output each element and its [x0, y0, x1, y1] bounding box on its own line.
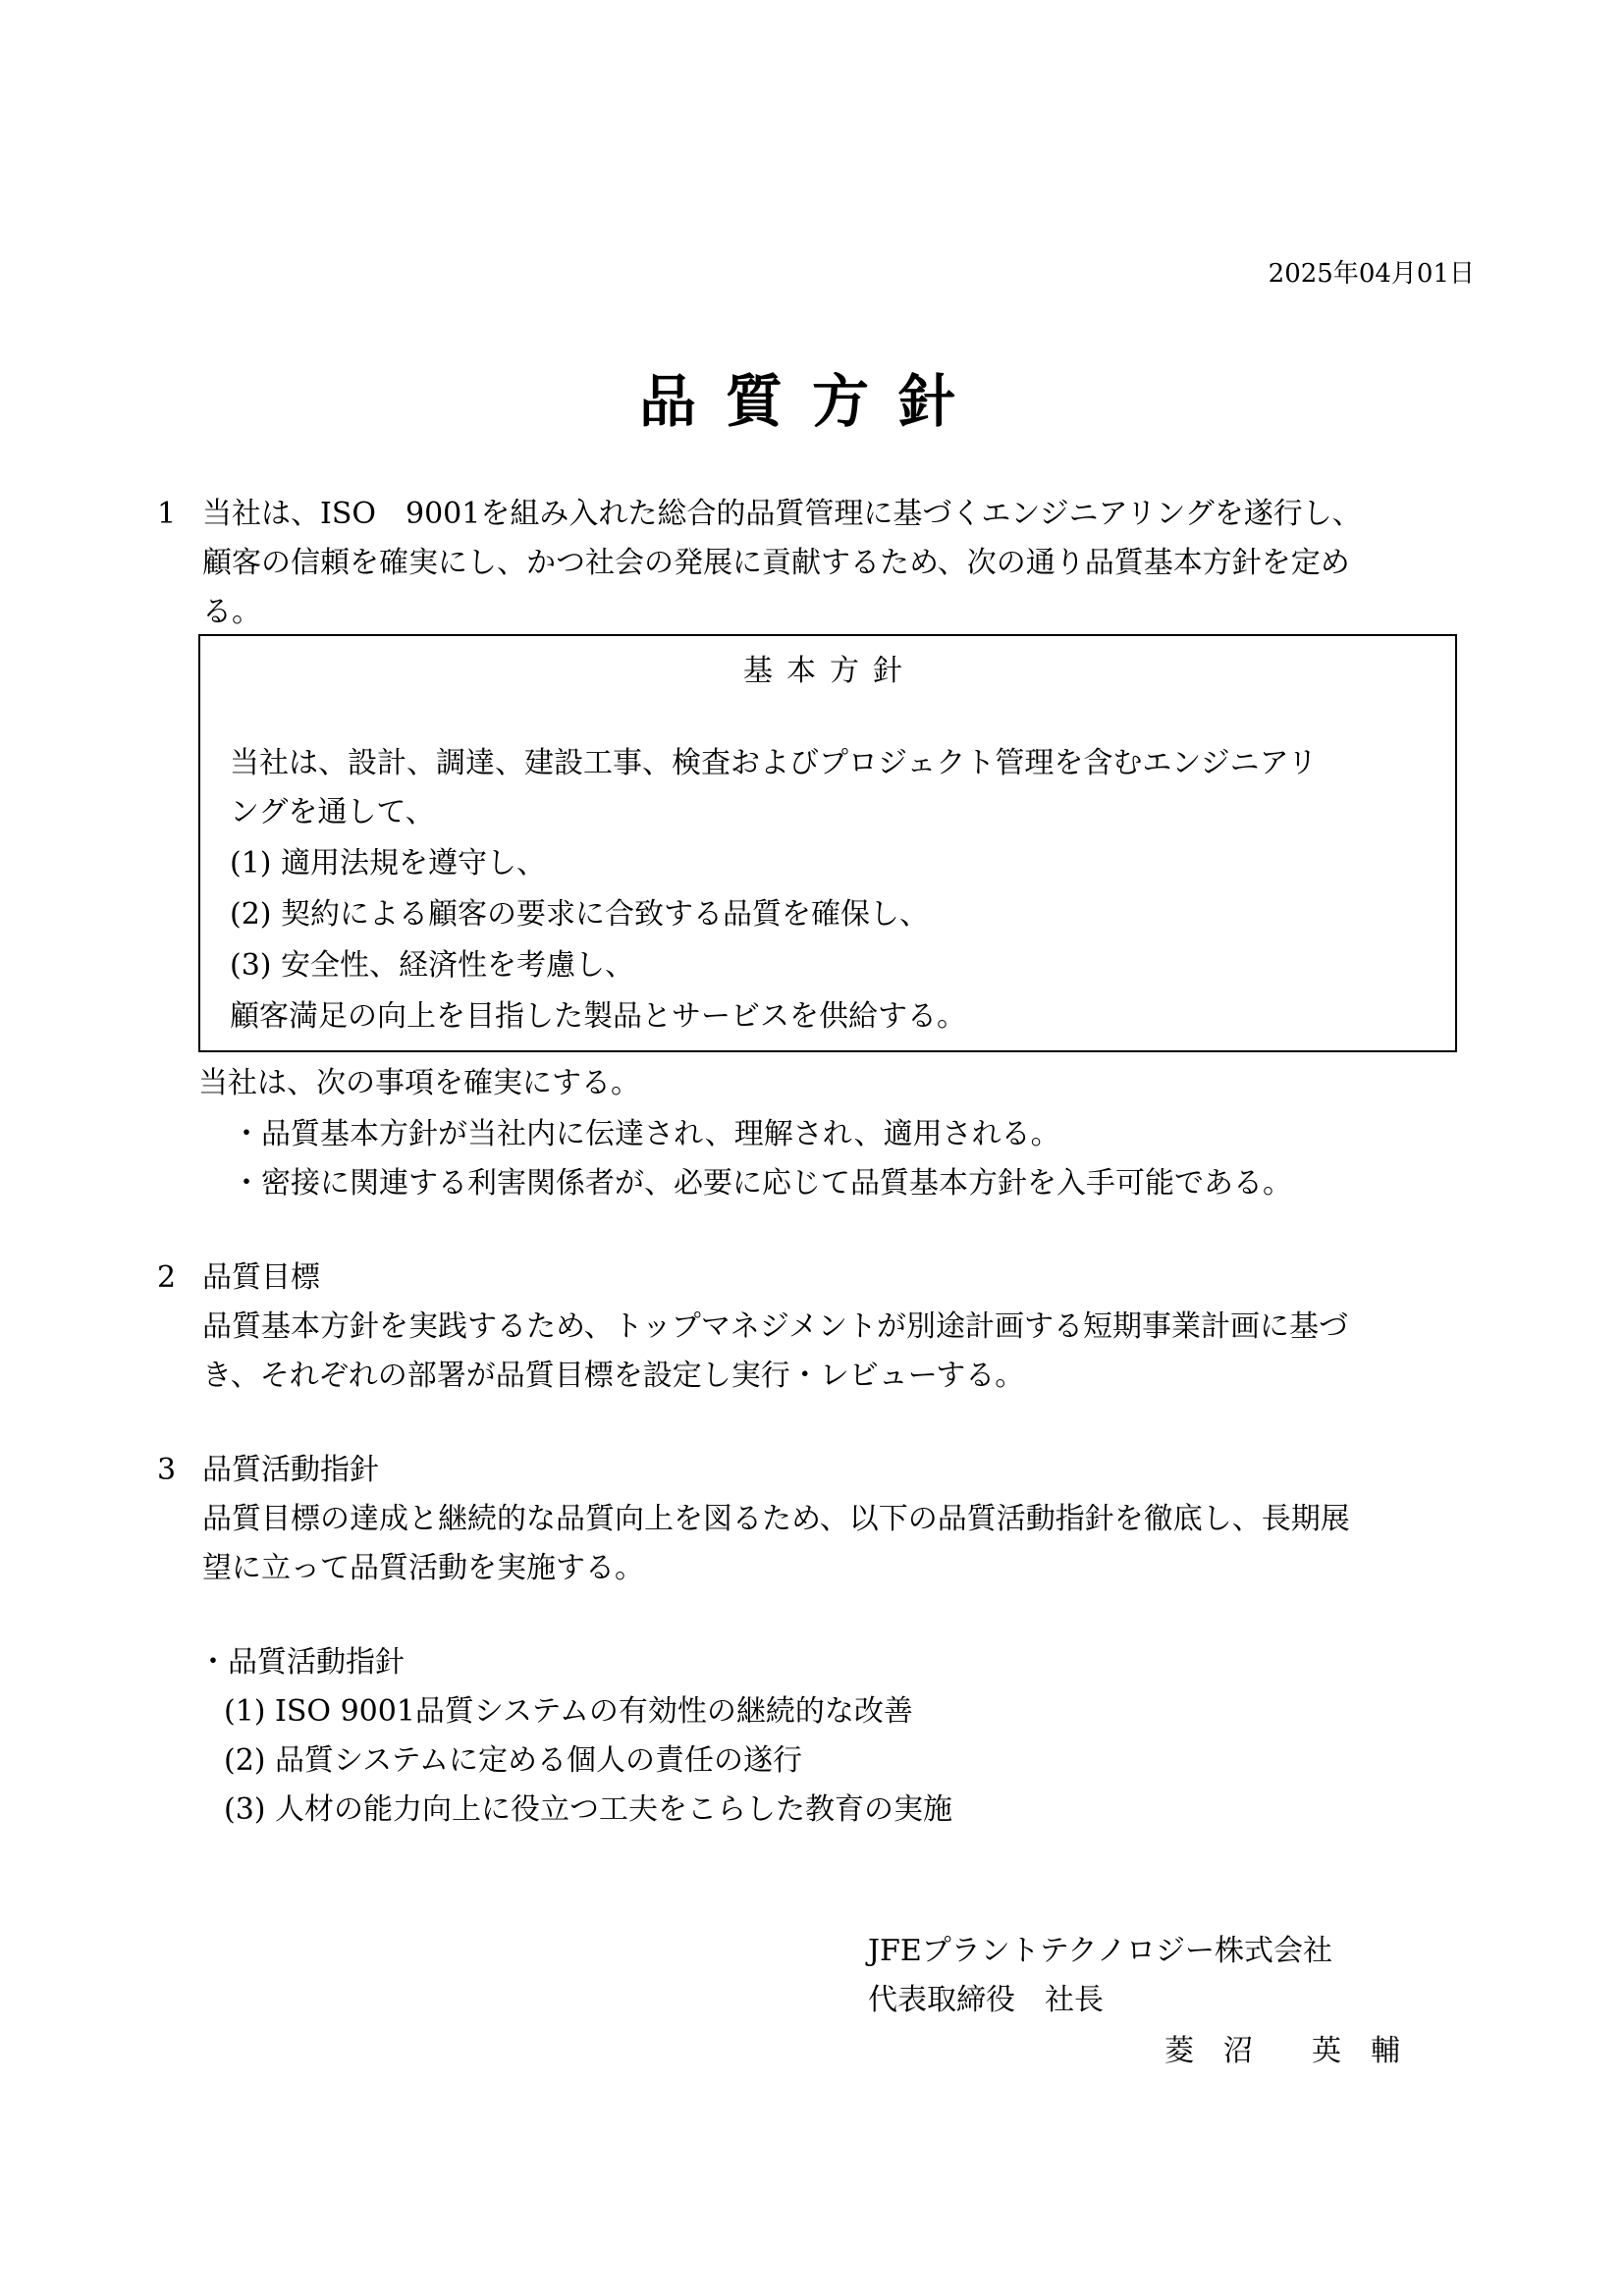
section-1-number: 1: [157, 497, 177, 531]
basic-policy-box: [198, 634, 1457, 1052]
basic-policy-item: (3) 安全性、経済性を考慮し、: [230, 948, 635, 983]
basic-policy-closing: 顧客満足の向上を目指した製品とサービスを供給する。: [230, 999, 966, 1034]
section-2-number: 2: [157, 1260, 177, 1295]
basic-policy-item: (2) 契約による顧客の要求に合致する品質を確保し、: [230, 897, 930, 932]
signature-position: 代表取締役 社長: [868, 1983, 1104, 2017]
section-3-number: 3: [157, 1453, 177, 1487]
basic-policy-item: (1) 適用法規を遵守し、: [230, 846, 547, 881]
section-2-heading: 品質目標: [202, 1260, 320, 1295]
document-date: 2025年04月01日: [1268, 259, 1475, 289]
signature-company: JFEプラントテクノロジー株式会社: [868, 1934, 1332, 1968]
activity-guideline-item: (3) 人材の能力向上に役立つ工夫をこらした教育の実施: [224, 1792, 953, 1827]
signature-name: 菱 沼 英 輔: [1164, 2034, 1400, 2068]
section-3-heading: 品質活動指針: [202, 1453, 379, 1487]
section-1-after-box: 当社は、次の事項を確実にする。: [198, 1066, 640, 1100]
section-1-line: る。: [202, 595, 261, 629]
basic-policy-intro-line: ングを通して、: [230, 795, 435, 829]
activity-guideline-item: (2) 品質システムに定める個人の責任の遂行: [224, 1743, 803, 1778]
basic-policy-intro-line: 当社は、設計、調達、建設工事、検査およびプロジェクト管理を含むエンジニアリ: [230, 746, 1318, 780]
section-1-bullet: ・密接に関連する利害関係者が、必要に応じて品質基本方針を入手可能である。: [232, 1166, 1292, 1201]
basic-policy-title: 基本方針: [743, 654, 916, 688]
section-2-line: き、それぞれの部署が品質目標を設定し実行・レビューする。: [202, 1359, 1025, 1393]
section-1-bullet: ・品質基本方針が当社内に伝達され、理解され、適用される。: [232, 1117, 1060, 1151]
section-2-line: 品質基本方針を実践するため、トップマネジメントが別途計画する短期事業計画に基づ: [202, 1309, 1348, 1344]
section-3-line: 望に立って品質活動を実施する。: [202, 1551, 644, 1585]
activity-guideline-item: (1) ISO 9001品質システムの有効性の継続的な改善: [224, 1694, 913, 1729]
section-1-line: 当社は、ISO 9001を組み入れた総合的品質管理に基づくエンジニアリングを遂行し、: [202, 497, 1362, 531]
section-1-line: 顧客の信頼を確実にし、かつ社会の発展に貢献するため、次の通り品質基本方針を定め: [202, 546, 1350, 580]
section-3-line: 品質目標の達成と継続的な品質向上を図るため、以下の品質活動指針を徹底し、長期展: [202, 1502, 1350, 1536]
activity-guideline-title: ・品質活動指針: [198, 1645, 405, 1680]
page-title: 品質方針: [638, 368, 985, 435]
